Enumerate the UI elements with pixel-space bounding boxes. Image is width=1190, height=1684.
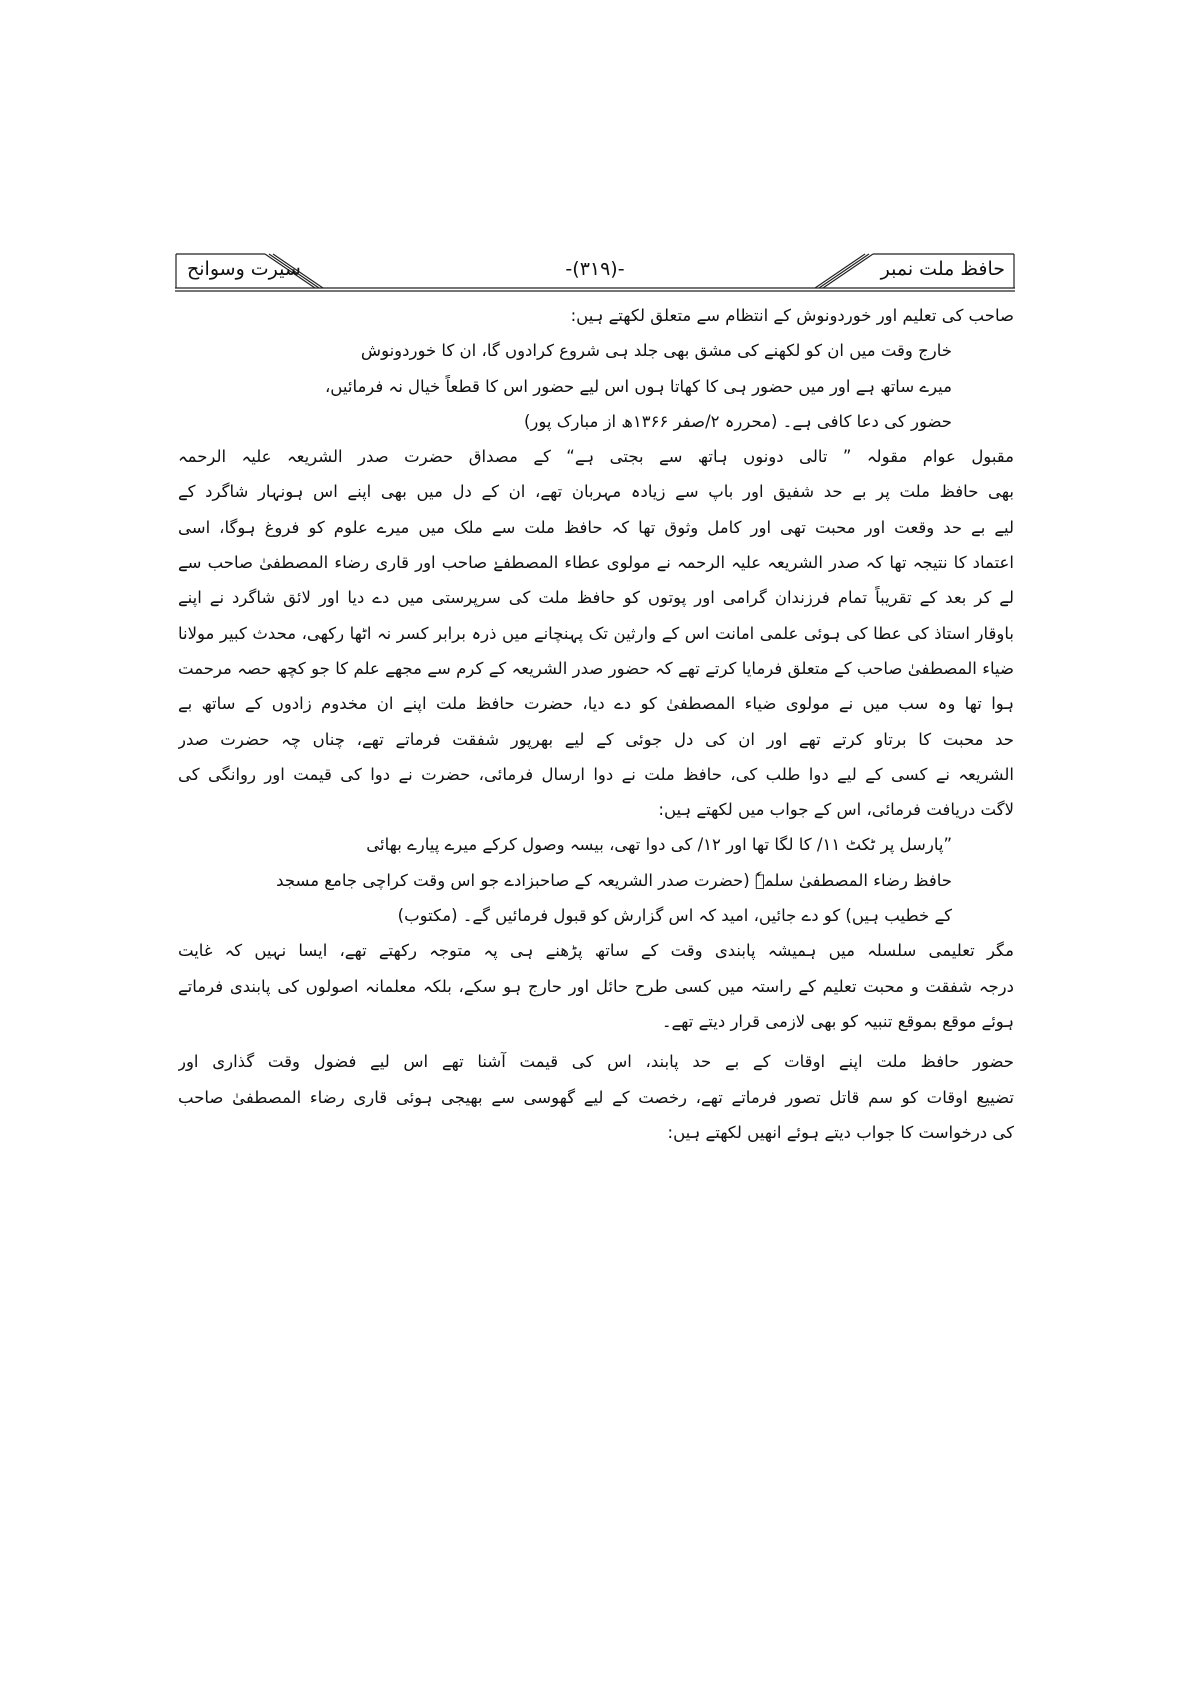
text-line: لے کر بعد کے تقریباً تمام فرزندان گرامی اور پوتوں کو حافظ ملت کی سرپرستی میں دے دیا اور لائق شاگرد نے اپنے <box>178 588 1014 608</box>
text-line: ہوئے موقع بموقع تنبیہ کو بھی لازمی قرار دیتے تھے۔ <box>661 1011 1014 1031</box>
running-header <box>175 252 1015 294</box>
page-number: -(۳۱۹)- <box>565 258 625 280</box>
quote-line: ”پارسل پر ٹکٹ ۱۱/ کا لگا تھا اور ۱۲/ کی دوا تھی، بیسہ وصول کرکے میرے پیارے بھائی <box>366 835 952 855</box>
text-line: ہوا تھا وہ سب میں نے مولوی ضیاء المصطفیٰ کو دے دیا، حضرت حافظ ملت اپنے ان مخدوم زادوں کے ساتھ بے <box>178 694 1014 714</box>
text-line: کی درخواست کا جواب دیتے ہوئے انھیں لکھتے ہیں: <box>667 1122 1014 1142</box>
quote-line: خارج وقت میں ان کو لکھنے کی مشق بھی جلد ہی شروع کرادوں گا، ان کا خوردونوش <box>360 341 952 361</box>
text-line: صاحب کی تعلیم اور خوردونوش کے انتظام سے متعلق لکھتے ہیں: <box>570 306 1014 325</box>
text-line: بھی حافظ ملت پر بے حد شفیق اور باپ سے زیادہ مہربان تھے، ان کے دل میں بھی اپنے اس ہونہار شاگرد کے <box>178 482 1014 502</box>
text-line: حضور حافظ ملت اپنے اوقات کے بے حد پابند، اس کی قیمت آشنا تھے اس لیے فضول وقت گذاری اور <box>178 1052 1014 1072</box>
text-line: درجہ شفقت و محبت تعلیم کے راستہ میں کسی طرح حائل اور حارج ہو سکے، بلکہ معلمانہ اصولوں کی پابندی فرماتے <box>178 976 1014 996</box>
text-line: باوقار استاذ کی عطا کی ہوئی علمی امانت اس کے وارثین تک پہنچانے میں ذرہ برابر کسر نہ اٹھا رکھی، محدث کبیر مولانا <box>178 623 1014 643</box>
journal-title: حافظ ملت نمبر <box>880 258 1005 280</box>
quote-line: حضور کی دعا کافی ہے۔ (محررہ ۲/صفر ۱۳۶۶ھ از مبارک پور) <box>523 411 952 431</box>
text-line: ضیاء المصطفیٰ صاحب کے متعلق فرمایا کرتے تھے کہ حضور صدر الشریعہ کے کرم سے مجھے علم کا جو کچھ حصہ مرحمت <box>178 658 1014 678</box>
text-line: لیے بے حد وقعت اور محبت تھی اور کامل وثوق تھا کہ حافظ ملت سے ملک میں میرے علوم کو فروغ ہوگا، اسی <box>178 517 1014 537</box>
text-line: مگر تعلیمی سلسلہ میں ہمیشہ پابندی وقت کے ساتھ پڑھنے ہی پہ متوجہ رکھتے تھے، ایسا نہیں کہ غایت <box>178 941 1014 961</box>
text-line: الشریعہ نے کسی کے لیے دوا طلب کی، حافظ ملت نے دوا ارسال فرمائی، حضرت نے دوا کی قیمت اور روانگی کی <box>178 764 1014 784</box>
text-line: تضییع اوقات کو سم قاتل تصور فرماتے تھے، رخصت کے لیے گھوسی سے بھیجی ہوئی قاری رضاء المصطفیٰ صاحب <box>178 1087 1014 1107</box>
text-line: لاگت دریافت فرمائی، اس کے جواب میں لکھتے ہیں: <box>658 800 1014 820</box>
quote-line: کے خطیب ہیں) کو دے جائیں، امید کہ اس گزارش کو قبول فرمائیں گے۔ (مکتوب) <box>397 906 952 926</box>
quote-line: میرے ساتھ ہے اور میں حضور ہی کا کھاتا ہوں اس لیے حضور اس کا قطعاً خیال نہ فرمائیں، <box>324 376 952 396</box>
text-line: اعتماد کا نتیجہ تھا کہ صدر الشریعہ علیہ الرحمہ نے مولوی عطاء المصطفےٰ صاحب اور قاری رضاء المصطفیٰ صاحب سے <box>178 553 1014 573</box>
body-text <box>178 298 1014 1150</box>
section-title: سیرت وسوانح <box>187 258 301 280</box>
text-line: مقبول عوام مقولہ ” تالی دونوں ہاتھ سے بجتی ہے“ کے مصداق حضرت صدر الشریعہ علیہ الرحمہ <box>178 447 1014 467</box>
text-line: حد محبت کا برتاو کرتے تھے اور ان کی دل جوئی کے لیے بھرپور شفقت فرماتے تھے، چناں چہ حضرت صدر <box>178 729 1014 749</box>
quote-line: حافظ رضاء المصطفیٰ سلمہٗ (حضرت صدر الشریعہ کے صاحبزادے جو اس وقت کراچی جامع مسجد <box>276 870 952 890</box>
